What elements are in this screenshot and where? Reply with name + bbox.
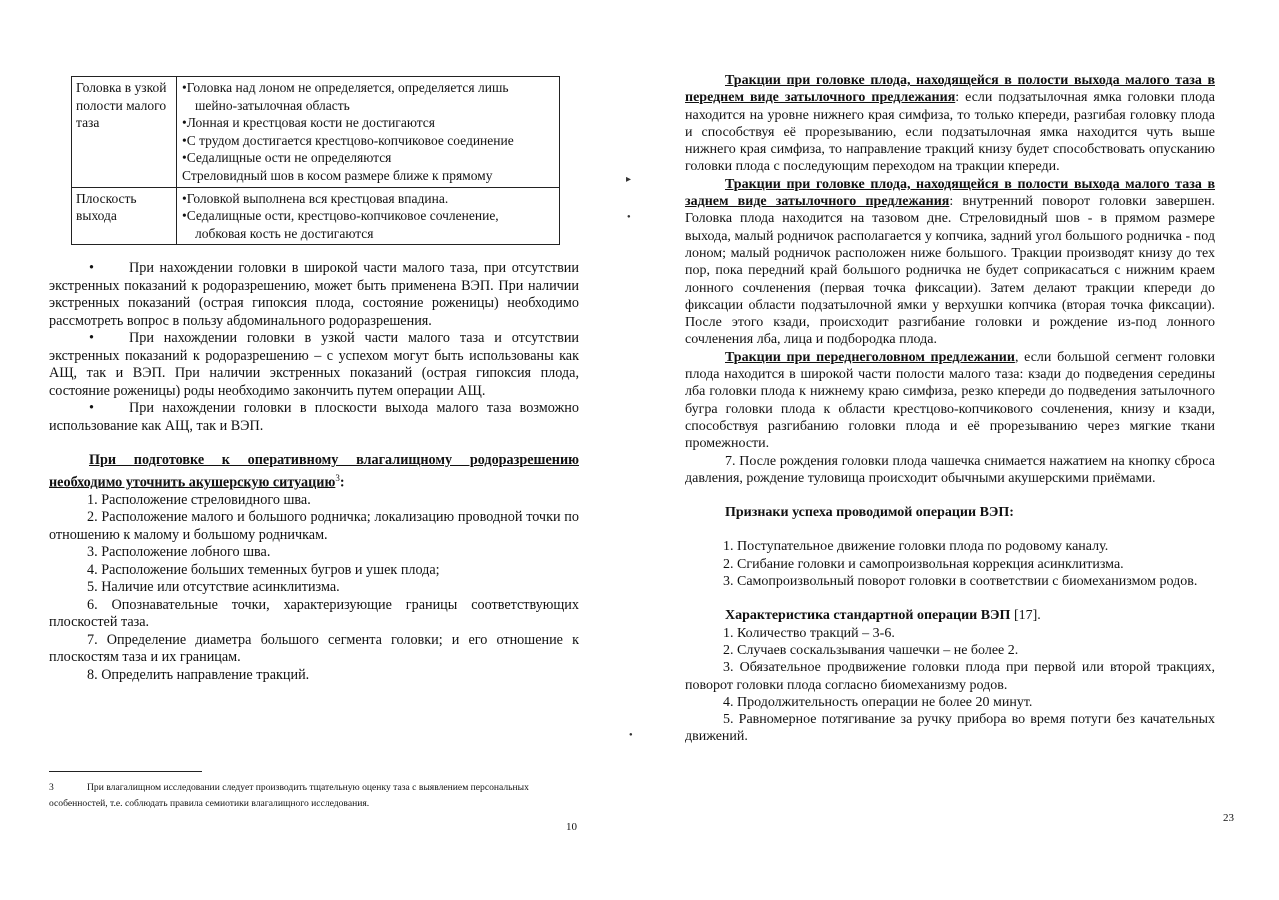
table-line: •Седалищные ости, крестцово-копчиковое сочленение, bbox=[182, 208, 499, 224]
footnote-number: 3 bbox=[49, 782, 54, 793]
table-line: шейно-затылочная область bbox=[195, 97, 350, 113]
list-item: 7. Определение диаметра большого сегмента головки; и его отношение к плоскостям таза и их границам. bbox=[49, 631, 579, 666]
paragraph-text: : если подзатылочная ямка головки плода находится на уровне нижнего края симфиза, то только кпереди, разгибая головку плода и способствуя её прорезыванию, если подзатылочная ямка находится чуть выше нижнего края симфиза, то направление тракций книзу будет способствовать опусканию головки плода с последующим переходом на тракции кпереди. bbox=[685, 90, 1215, 175]
list-item: 2. Расположение малого и большого родничка; локализацию проводной точки по отношению к малому и большому родничкам. bbox=[49, 509, 579, 543]
paragraph: 7. После рождения головки плода чашечка снимается нажатием на кнопку сброса давления, рождение туловища происходит обычными акушерскими приёмами. bbox=[685, 453, 1215, 486]
list-item: 1. Расположение стреловидного шва. bbox=[87, 491, 311, 508]
table-cell-signs bbox=[177, 187, 560, 245]
paragraph-heading: Тракции при переднеголовном предлежании bbox=[725, 349, 1015, 365]
footnote bbox=[49, 780, 579, 812]
prep-heading-text: При подготовке к оперативному влагалищному родоразрешению необходимо уточнить акушерскую ситуацию bbox=[49, 452, 579, 491]
section-heading bbox=[685, 607, 1215, 624]
table-row bbox=[72, 187, 560, 245]
list-item: 5. Наличие или отсутствие асинклитизма. bbox=[87, 579, 340, 596]
bullet-icon: • bbox=[89, 400, 94, 416]
table-cell-label: Головка в узкой полости малого таза bbox=[72, 77, 177, 188]
table-line: •Лонная и крестцовая кости не достигаются bbox=[182, 115, 436, 131]
page-number: 10 bbox=[566, 821, 577, 833]
footnote-ref: 3 bbox=[335, 472, 340, 483]
prep-heading bbox=[49, 452, 579, 492]
bullet-text: При нахождении головки в узкой части малого таза и отсутствии экстренных показаний к родоразрешению – с успехом могут быть использованы как АЩ, так и ВЭП. При наличии экстренных показаний (острая гипоксия плода, состояние роженицы) роды необходимо закончить путем операции АЩ. bbox=[49, 330, 579, 399]
footnote-text: При влагалищном исследовании следует производить тщательную оценку таза с выявлением персональных особенностей, т.е. соблюдать правила семиотики влагалищного исследования. bbox=[49, 782, 529, 809]
table-line: •Головка над лоном не определяется, определяется лишь bbox=[182, 80, 509, 95]
paragraph-text: : внутренний поворот головки завершен. Головка плода находится на тазовом дне. Стреловидный шов - в прямом размере выхода, малый родничок располагается у копчика, задний угол большого родничка - под лоном; малый родничок расположен ниже большого. Тракции производят книзу до тех пор, пока передний край большого родничка не будет соприкасаться с нижним краем лонного сочленения (первая точка фиксации). Затем делают тракции кпереди до фиксации области подзатылочной ямки у верхушки копчика (вторая точка фиксации). После этого кзади, происходит разгибание головки и рождение из-под лонного сочленения лба, лица и подбородка плода. bbox=[685, 194, 1216, 348]
list-item: 1. Поступательное движение головки плода по родовому каналу. bbox=[723, 539, 1109, 555]
scan-speck: ▸ bbox=[626, 174, 632, 185]
list-item: 4. Продолжительность операции не более 20 минут. bbox=[723, 694, 1033, 710]
paragraph-text: , если большой сегмент головки плода находится в широкой части полости малого таза: кзади до подведения середины лба головки плода к нижнему краю симфиза, резко кпереди до подведения затылочного бугра головки плода к области крестцово-копчикового сочленения, книзу и кзади, способствуя разгибанию головки плода и её прорезыванию через мягкие ткани промежности. bbox=[685, 349, 1215, 452]
table-line: •С трудом достигается крестцово-копчиковое соединение bbox=[182, 132, 514, 148]
paragraph bbox=[685, 176, 1215, 349]
section-heading-text: Характеристика стандартной операции ВЭП bbox=[725, 608, 1011, 624]
table-line: •Седалищные ости не определяются bbox=[182, 150, 392, 166]
list-item: 6. Опознавательные точки, характеризующие границы соответствующих плоскостей таза. bbox=[49, 596, 579, 631]
list-item: 1. Количество тракций – 3-6. bbox=[723, 625, 895, 641]
bullet-text: При нахождении головки в плоскости выхода малого таза возможно использование как АЩ, так и ВЭП. bbox=[49, 400, 579, 434]
reference: [17]. bbox=[1010, 608, 1041, 624]
section-heading: Признаки успеха проводимой операции ВЭП: bbox=[725, 505, 1014, 521]
bullet-paragraph bbox=[49, 260, 579, 330]
list-item: 3. Самопроизвольный поворот головки в соответствии с биомеханизмом родов. bbox=[723, 574, 1198, 590]
table-cell-label: Плоскость выхода bbox=[72, 187, 177, 245]
paragraph-heading: Тракции при головке плода, находящейся в полости выхода малого таза в переднем виде затылочного предлежания bbox=[685, 73, 1215, 106]
list-item: 4. Расположение больших теменных бугров и ушек плода; bbox=[87, 561, 440, 578]
list-item: 3. Расположение лобного шва. bbox=[87, 544, 271, 561]
right-body bbox=[685, 72, 1215, 746]
bullet-icon: • bbox=[89, 330, 94, 346]
bullet-paragraph bbox=[49, 400, 579, 435]
footnote-divider bbox=[49, 771, 202, 772]
prep-colon: : bbox=[339, 474, 345, 491]
bullet-paragraph bbox=[49, 330, 579, 400]
right-page bbox=[640, 0, 1279, 900]
scan-speck: ● bbox=[627, 214, 631, 220]
list-item: 2. Случаев соскальзывания чашечки – не более 2. bbox=[723, 642, 1019, 658]
page-number: 23 bbox=[1223, 812, 1234, 824]
list-item: 2. Сгибание головки и самопроизвольная коррекция асинклитизма. bbox=[723, 556, 1124, 572]
head-position-table bbox=[71, 76, 560, 245]
list-item: 3. Обязательное продвижение головки плода при первой или второй тракциях, поворот головки плода согласно биомеханизму родов. bbox=[685, 660, 1215, 693]
left-body bbox=[49, 260, 579, 684]
table-row bbox=[72, 77, 560, 188]
bullet-icon: • bbox=[89, 260, 94, 276]
list-item: 5. Равномерное потягивание за ручку прибора во время потуги без качательных движений. bbox=[685, 712, 1215, 745]
paragraph bbox=[685, 72, 1215, 176]
paragraph-heading: Тракции при головке плода, находящейся в полости выхода малого таза в заднем виде затылочного предлежания bbox=[685, 176, 1215, 210]
table-line: •Головкой выполнена вся крестцовая впадина. bbox=[182, 190, 449, 206]
table-cell-signs bbox=[177, 77, 560, 188]
table-line: Стреловидный шов в косом размере ближе к прямому bbox=[182, 167, 493, 183]
bullet-text: При нахождении головки в широкой части малого таза, при отсутствии экстренных показаний к родоразрешению, может быть применена ВЭП. При наличии экстренных показаний (острая гипоксия плода, состояние роженицы) необходимо рассмотреть вопрос в пользу абдоминального родоразрешения. bbox=[49, 260, 579, 329]
list-item: 8. Определить направление тракций. bbox=[87, 666, 310, 683]
paragraph bbox=[685, 349, 1215, 453]
scan-speck: ● bbox=[629, 732, 633, 738]
table-line: лобковая кость не достигаются bbox=[195, 225, 374, 241]
